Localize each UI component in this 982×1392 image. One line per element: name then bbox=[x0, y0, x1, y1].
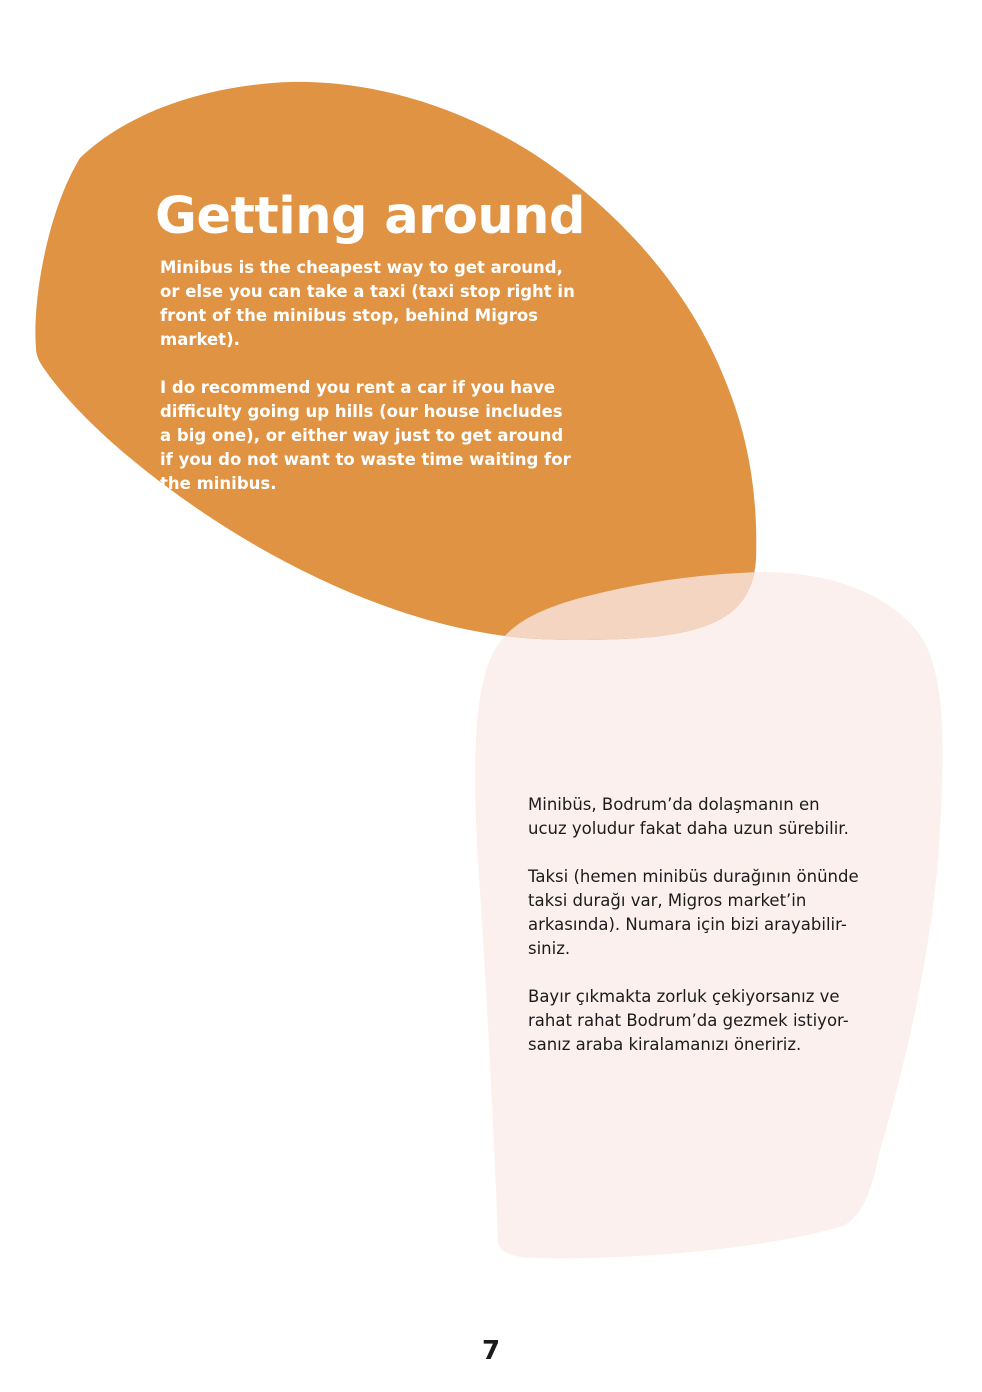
text-line: or else you can take a taxi (taxi stop right in bbox=[160, 282, 575, 301]
text-line: I do recommend you rent a car if you have bbox=[160, 378, 556, 397]
page-number: 7 bbox=[481, 1336, 501, 1366]
text-line: front of the minibus stop, behind Migros bbox=[160, 306, 538, 325]
text-line: siniz. bbox=[528, 939, 571, 958]
text-line: the minibus. bbox=[160, 474, 277, 493]
text-line: Minibüs, Bodrum’da dolaşmanın en bbox=[528, 795, 820, 814]
text-line: difficulty going up hills (our house includes bbox=[160, 402, 563, 421]
text-line: if you do not want to waste time waiting for bbox=[160, 450, 571, 469]
text-line: market). bbox=[160, 330, 240, 349]
turkish-text bbox=[528, 793, 898, 1081]
english-paragraph bbox=[160, 256, 575, 352]
text-line: Bayır çıkmakta zorluk çekiyorsanız ve bbox=[528, 987, 840, 1006]
text-line: taksi durağı var, Migros market’in bbox=[528, 891, 807, 910]
turkish-paragraph bbox=[528, 793, 898, 841]
text-line: a big one), or either way just to get around bbox=[160, 426, 564, 445]
text-line: rahat rahat Bodrum’da gezmek istiyor- bbox=[528, 1011, 849, 1030]
turkish-paragraph bbox=[528, 865, 898, 961]
page-title: Getting around bbox=[155, 187, 585, 246]
text-line: Taksi (hemen minibüs durağının önünde bbox=[528, 867, 859, 886]
text-line: Minibus is the cheapest way to get around, bbox=[160, 258, 563, 277]
text-line: ucuz yoludur fakat daha uzun sürebilir. bbox=[528, 819, 849, 838]
english-text bbox=[160, 256, 575, 520]
text-line: sanız araba kiralamanızı öneririz. bbox=[528, 1035, 802, 1054]
turkish-paragraph bbox=[528, 985, 898, 1057]
english-paragraph bbox=[160, 376, 571, 496]
text-line: arkasında). Numara için bizi arayabilir- bbox=[528, 915, 847, 934]
